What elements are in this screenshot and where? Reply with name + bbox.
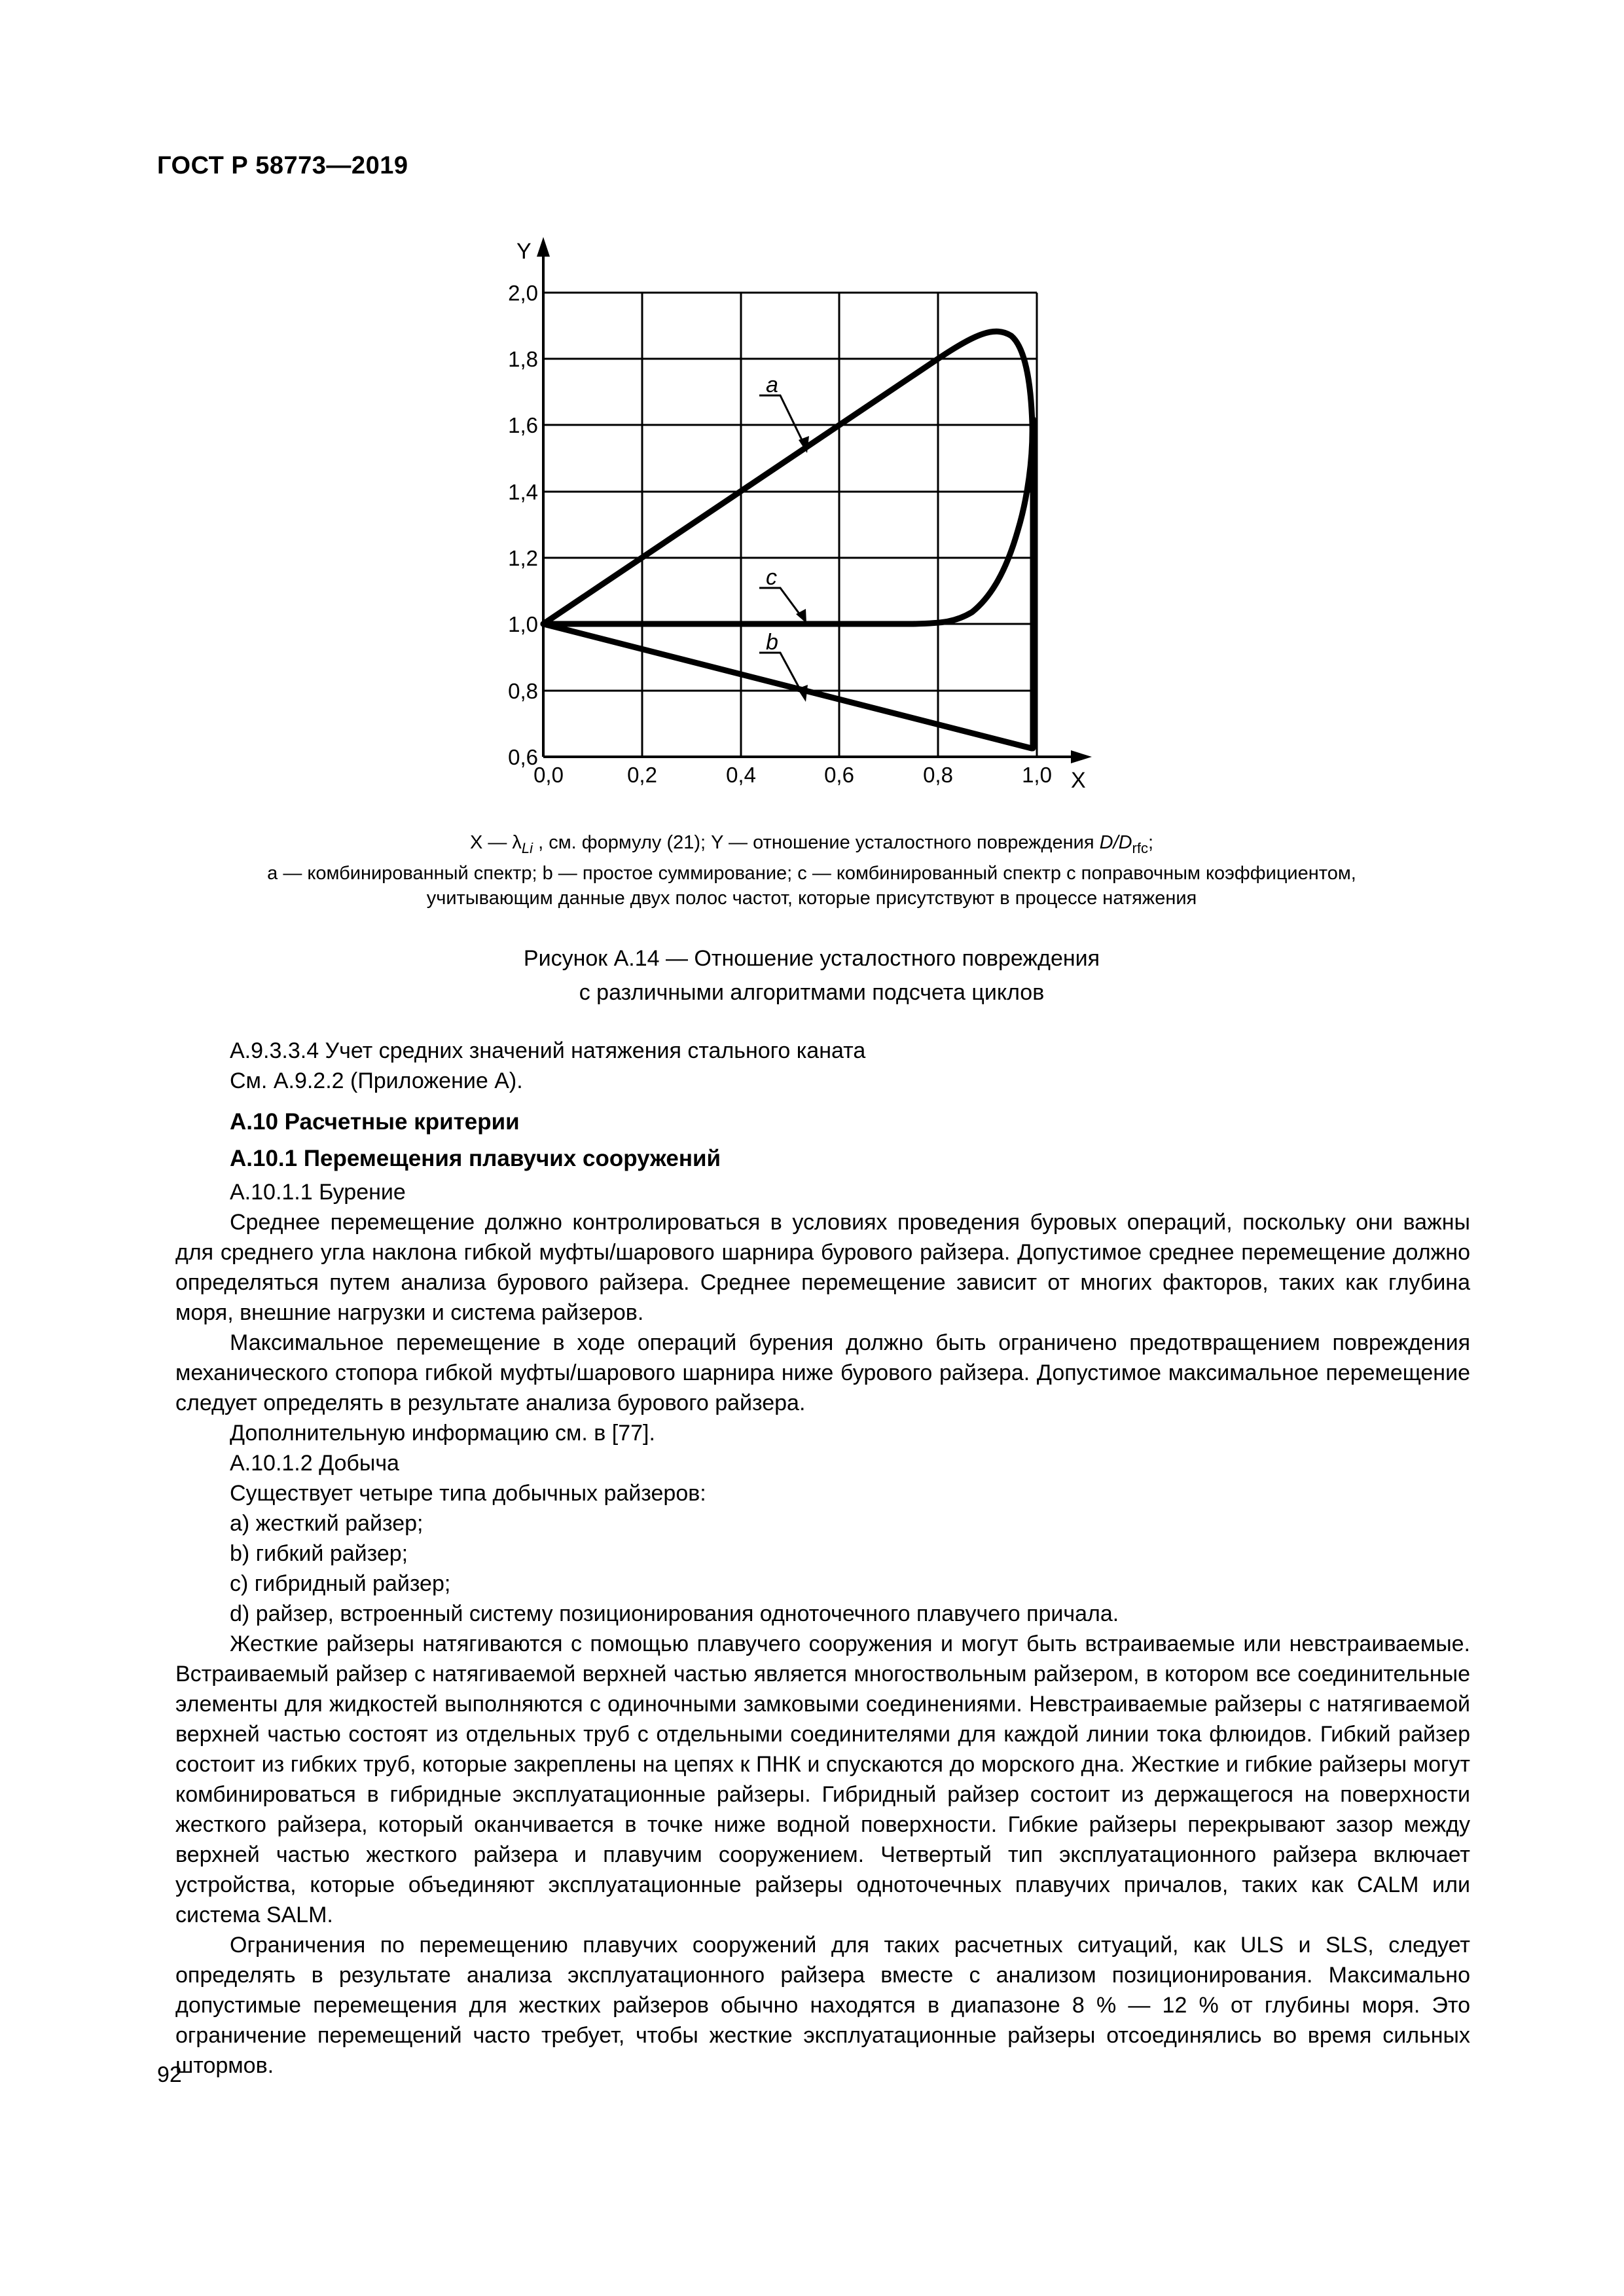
paragraph-rigid-risers: Жесткие райзеры натягиваются с помощью плавучего сооружения и могут быть встраиваемые или невстраиваемые. Встраиваемый райзер с натягиваемой верхней частью является многоствольным райзером, в котором все соединительные элементы для жидкостей выполняются с одиночными замковыми соединениями. Невстраиваемые райзеры с натягиваемой верхней частью состоят из отдельных труб с отдельными соединителями для каждой линии тока флюидов. Гибкий райзер состоит из гибких труб, которые закреплены на цепях к ПНК и спускаются до морского дна. Жесткие и гибкие райзеры могут комбинироваться в гибридные эксплуатационные райзеры. Гибридный райзер состоит из держащегося на поверхности жесткого райзера, который оканчивается в точке ниже водной поверхности. Гибкие райзеры перекрывают зазор между верхней частью жесткого райзера и плавучим сооружением. Четвертый тип эксплуатационного райзера включает устройства, которые объединяют эксплуатационные райзеры одноточечных плавучих причалов, таких как CALM или система SALM.: [175, 1631, 1470, 1927]
document-header: ГОСТ Р 58773—2019: [157, 152, 408, 179]
svg-text:0,0: 0,0: [533, 763, 564, 787]
svg-text:0,2: 0,2: [627, 763, 657, 787]
section-heading-a-10-1: А.10.1 Перемещения плавучих сооружений: [230, 1146, 721, 1171]
curves: [543, 331, 1033, 748]
figure-legend-line-2: a — комбинированный спектр; b — простое суммирование; c — комбинированный спектр с поправочным коэффициентом,: [267, 862, 1356, 884]
list-item: c) гибридный райзер;: [230, 1571, 451, 1596]
svg-text:0,6: 0,6: [508, 745, 538, 769]
list-item: d) райзер, встроенный систему позиционирования одноточечного плавучего причала.: [230, 1601, 1119, 1626]
paragraph-drilling-max: Максимальное перемещение в ходе операций бурения должно быть ограничено предотвращением повреждения механического стопора гибкой муфты/шарового шарнира ниже бурового райзера. Допустимое максимальное перемещение следует определять в результате анализа бурового райзера.: [175, 1330, 1470, 1415]
figure-legend: [170, 830, 1453, 911]
svg-text:1,2: 1,2: [508, 546, 538, 570]
svg-text:1,4: 1,4: [508, 480, 538, 504]
x-tick-labels: [533, 763, 1052, 787]
svg-text:0,6: 0,6: [824, 763, 854, 787]
svg-text:1,8: 1,8: [508, 347, 538, 371]
figure-title-line-1: Рисунок А.14 — Отношение усталостного повреждения: [523, 946, 1100, 971]
paragraph-drilling-mean: Среднее перемещение должно контролироваться в условиях проведения буровых операций, поскольку они важны для среднего угла наклона гибкой муфты/шарового шарнира бурового райзера. Допустимое среднее перемещение должно определяться путем анализа бурового райзера. Среднее перемещение зависит от многих факторов, таких как глубина моря, внешние нагрузки и система райзеров.: [175, 1210, 1470, 1325]
svg-text:0,4: 0,4: [726, 763, 756, 787]
section-heading-a-10: А.10 Расчетные критерии: [230, 1109, 520, 1135]
list-item: b) гибкий райзер;: [230, 1541, 408, 1566]
paragraph-riser-types-intro: Существует четыре типа добычных райзеров:: [230, 1481, 706, 1506]
subsection-a-9-3-3-4: А.9.3.3.4 Учет средних значений натяжения стального каната: [230, 1038, 866, 1063]
label-b: b: [766, 630, 778, 655]
figure-title: [196, 941, 1427, 1010]
x-axis-arrow-icon: [1071, 750, 1092, 763]
axes: [537, 237, 1092, 763]
paragraph-reference: Дополнительную информацию см. в [77].: [230, 1421, 655, 1446]
figure-title-line-2: с различными алгоритмами подсчета циклов: [579, 980, 1045, 1005]
page-number: 92: [157, 2062, 182, 2087]
svg-text:1,0: 1,0: [1022, 763, 1052, 787]
x-axis-label: X: [1071, 768, 1086, 793]
y-tick-labels: [508, 281, 538, 769]
svg-text:1,6: 1,6: [508, 413, 538, 437]
svg-text:2,0: 2,0: [508, 281, 538, 305]
list-item: a) жесткий райзер;: [230, 1511, 424, 1536]
paragraph-limits: Ограничения по перемещению плавучих сооружений для таких расчетных ситуаций, как ULS и SLS, следует определять в результате анализа эксплуатационного райзера вместе с анализом позиционирования. Максимально допустимые перемещения для жестких райзеров обычно находятся в диапазоне 8 % — 12 % от глубины моря. Это ограничение перемещений часто требует, чтобы жесткие эксплуатационные райзеры отсоединялись во время сильных штормов.: [175, 1933, 1470, 2078]
figure-legend-line-1: X — $\lambda_{Li}$ , см. формулу (21); Y — отношение усталостного повреждения $D/D_{rfc}$;: [469, 832, 1154, 856]
y-axis-arrow-icon: [537, 237, 550, 257]
svg-text:0,8: 0,8: [923, 763, 953, 787]
curve-annotations: [759, 373, 809, 702]
subsection-a-10-1-1: А.10.1.1 Бурение: [230, 1180, 406, 1205]
y-axis-label: Y: [516, 239, 532, 264]
figure-legend-line-3: учитывающим данные двух полос частот, которые присутствуют в процессе натяжения: [426, 887, 1197, 909]
fatigue-damage-ratio-chart: [458, 229, 1113, 805]
label-a: a: [766, 373, 778, 397]
reference-a-9-2-2: См. А.9.2.2 (Приложение А).: [230, 1068, 523, 1093]
label-c: c: [766, 565, 777, 590]
subsection-a-10-1-2: А.10.1.2 Добыча: [230, 1451, 399, 1476]
curve-b: [543, 419, 1033, 748]
body-text: [175, 1036, 1470, 2081]
svg-text:1,0: 1,0: [508, 612, 538, 636]
svg-text:0,8: 0,8: [508, 679, 538, 703]
curve-a: [543, 331, 1032, 624]
